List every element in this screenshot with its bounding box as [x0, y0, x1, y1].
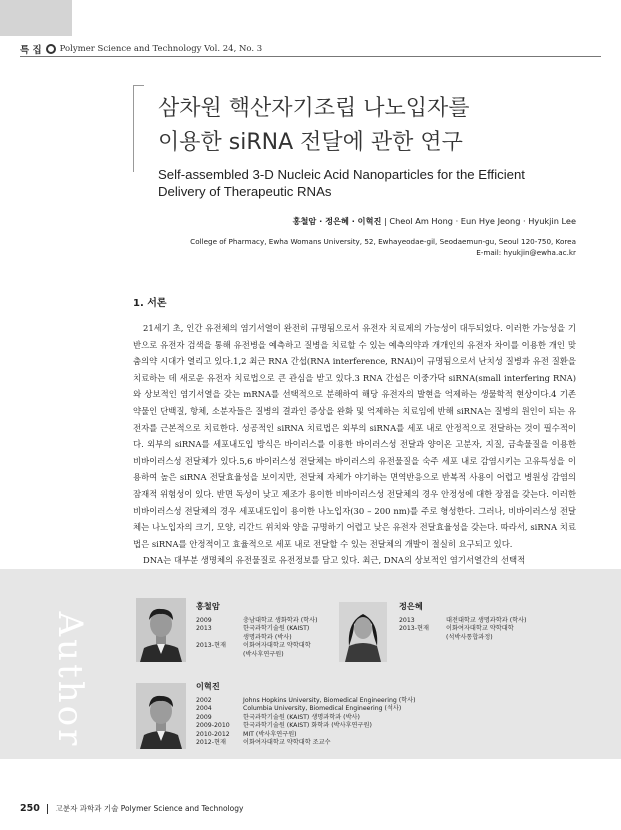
- bio-desc: MIT (박사후연구원): [243, 730, 297, 738]
- author-name: 홍철암: [196, 601, 220, 611]
- author-divider: |: [384, 216, 390, 226]
- bio-entry: [196, 651, 318, 659]
- author-line: [293, 216, 576, 227]
- author-names-ko: 홍철암 · 정은혜 · 이혁진: [292, 216, 382, 226]
- bio-year: 2012-현재: [196, 739, 226, 747]
- english-title: [158, 166, 588, 200]
- footer-journal: 고분자 과학과 기술 Polymer Science and Technology: [55, 804, 244, 813]
- running-header: [20, 42, 262, 56]
- email: E-mail: hyukjin@ewha.ac.kr: [476, 248, 576, 257]
- header-rule: [20, 56, 601, 57]
- affiliation-block: [190, 236, 576, 258]
- bullet-circle-icon: [46, 44, 56, 54]
- bio-year: 2009: [196, 617, 212, 624]
- body-text: [133, 320, 576, 569]
- bio-year: 2002: [196, 697, 212, 704]
- bio-desc: 한국과학기술원 (KAIST) 화학과 (박사후연구원): [243, 722, 372, 730]
- bio-entry: [196, 705, 416, 713]
- section-label: 특 집: [20, 45, 42, 56]
- bio-year: 2009-2010: [196, 722, 230, 730]
- author-name: 정은혜: [399, 601, 423, 611]
- bio-desc: 대전대학교 생명과학과 (학사): [446, 617, 527, 624]
- author-names-en: Cheol Am Hong · Eun Hye Jeong · Hyukjin Lee: [389, 216, 576, 226]
- author-photo: [136, 683, 186, 749]
- journal-info: Polymer Science and Technology Vol. 24, No. 3: [59, 44, 263, 54]
- author-photo: [136, 598, 186, 662]
- author-photo: [339, 602, 387, 662]
- bio-desc: 이화여자대학교 약학대학: [446, 625, 514, 633]
- korean-title: [158, 92, 470, 160]
- korean-title-line: 삼차원 핵산자기조립 나노입자를: [158, 96, 470, 121]
- bio-desc: 이화여자대학교 약학대학 조교수: [243, 739, 331, 747]
- bio-desc: 이화여자대학교 약학대학: [243, 642, 311, 650]
- author-entries: [196, 697, 416, 747]
- page-footer: [20, 803, 243, 814]
- section-heading: 1. 서론: [133, 298, 167, 309]
- english-title-line: Self-assembled 3-D Nucleic Acid Nanoparticles for the Efficient: [158, 167, 525, 182]
- bio-desc: 한국과학기술원 (KAIST): [243, 625, 310, 633]
- bio-year: 2013-현재: [399, 625, 429, 633]
- bio-year: [196, 651, 243, 659]
- bio-entry: [399, 634, 527, 642]
- bio-year: 2013-현재: [196, 642, 226, 650]
- bio-year: 2013: [196, 625, 212, 633]
- bio-entry: [196, 722, 416, 730]
- page-number: 250: [20, 803, 40, 814]
- bio-desc: (석박사통합과정): [446, 633, 493, 641]
- bio-year: [399, 634, 446, 642]
- korean-title-line: 이용한 siRNA 전달에 관한 연구: [158, 130, 463, 155]
- bio-year: 2004: [196, 705, 212, 713]
- bio-entry: [196, 642, 318, 650]
- bio-entry: [196, 625, 318, 633]
- bio-entry: [196, 714, 416, 722]
- english-title-line: Delivery of Therapeutic RNAs: [158, 184, 332, 199]
- bio-entry: [196, 731, 416, 739]
- bio-entry: [196, 634, 318, 642]
- bio-entry: [399, 625, 527, 633]
- title-frame: [133, 85, 144, 172]
- bio-year: 2013: [399, 617, 415, 624]
- paragraph: 21세기 초, 인간 유전체의 염기서열이 완전히 규명됨으로서 유전자 치료제의 가능성이 대두되었다. 이러한 가능성을 기반으로 유전자 검색을 통해 유전병을 예측하고 질병을 치료할 수 있는 예측의약과 개개인의 유전자 차이를 이용한 개인 맞춤의약 시대가 열리고 있다.1,2 최근 RNA 간섭(RNA interference, RNAi)이 규명됨으로서 난치성 질병과 유전 질환을 치료하는 데 새로운 유전자 치료법으로 큰 관심을 받고 있다.3 RNA 간섭은 이중가닥 siRNA(small interfering RNA)와 상보적인 염기서열을 갖는 mRNA를 선택적으로 분해하여 해당 유전자의 발현을 억제하는 생물학적 현상이다.4 기존 약물인 단백질, 항체, 소분자들은 질병의 결과인 증상을 완화 및 억제하는 치료임에 반해 siRNA는 질병의 원인이 되는 유전자를 근본적으로 치료한다. 성공적인 siRNA 치료법은 외부의 siRNA를 세포 내로 안정적으로 전달하는 것이 필수적이다. 외부의 siRNA를 세포내도입 방식은 바이러스를 이용한 바이러스성 전달과 양이온 고분자, 지질, 금속물질을 이용한 비바이러스성 전달체가 있다.5,6 바이러스성 전달체는 바이러스의 유전물질을 숙주 세포 내로 감염시키는 고유특성을 이용하여 높은 siRNA 전달효율성을 보이지만, 전달체 자체가 야기하는 면역반응으로 반복적 사용이 어렵고 병원성 감염의 잠재적 위험성이 있다. 반면 독성이 낮고 제조가 용이한 비바이러스성 전달체의 경우 안정성에 대한 장점을 갖는다. 이러한 비바이러스성 전달체의 경우 세포내도입이 용이한 나노입자(30 – 200 nm)를 주로 형성한다. 그러나, 비바이러스성 전달체는 나노입자의 크기, 모양, 리간드 위치와 양을 규명하기 어렵고 낮은 유전자 전달효율성을 갖는다. 따라서, siRNA 치료법은 siRNA를 안정적이고 효율적으로 세포 내로 전달할 수 있는 전달체의 개발이 절실히 요구되고 있다.: [133, 323, 576, 549]
- author-section-label: Author: [50, 611, 90, 749]
- bio-year: 2009: [196, 713, 212, 721]
- corner-tab: [0, 0, 72, 36]
- author-entries: [399, 617, 527, 642]
- bio-entry: [196, 739, 416, 747]
- paragraph: DNA는 대부분 생명체의 유전물질로 유전정보를 담고 있다. 최근, DNA의 상보적인 염기서열간의 선택적: [143, 555, 526, 566]
- affiliation: College of Pharmacy, Ewha Womans University, 52, Ewhayeodae-gil, Seodaemun-gu, Seoul 120-750, Korea: [190, 237, 576, 246]
- bio-desc: 생명과학과 (박사): [243, 633, 292, 641]
- bio-year: [196, 634, 243, 642]
- bio-year: 2010-2012: [196, 730, 230, 738]
- bio-desc: (박사후연구원): [243, 650, 284, 658]
- bio-desc: Columbia University, Biomedical Engineering (석사): [243, 705, 402, 713]
- author-entries: [196, 617, 318, 659]
- bio-desc: 한국과학기술원 (KAIST) 생명과학과 (박사): [243, 713, 360, 721]
- footer-divider: [47, 804, 48, 814]
- bio-desc: 충남대학교 생화학과 (학사): [243, 617, 318, 624]
- bio-desc: Johns Hopkins University, Biomedical Engineering (학사): [243, 697, 416, 704]
- author-name: 이혁진: [196, 681, 220, 691]
